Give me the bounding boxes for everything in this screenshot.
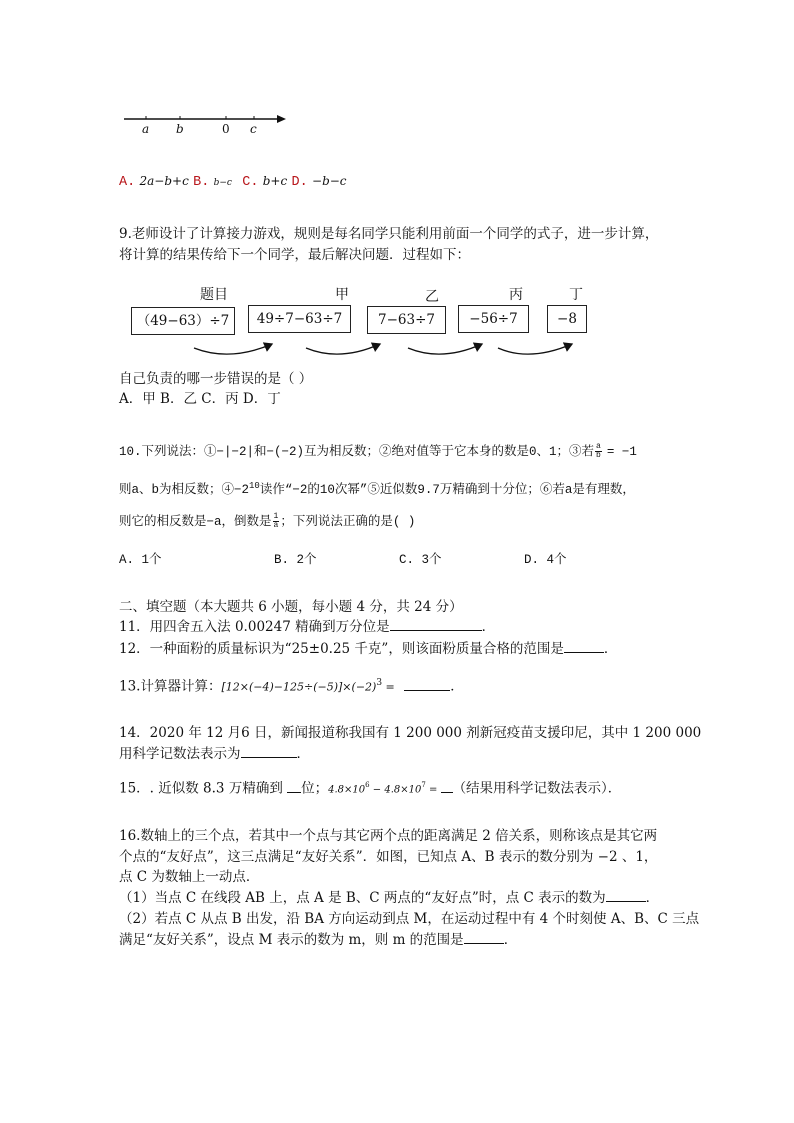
q9-line-2: 将计算的结果传给下一个同学，最后解决问题．过程如下： bbox=[119, 247, 470, 263]
q10-option-a: A. 1个 bbox=[119, 553, 162, 567]
q13-exponent: 3 bbox=[376, 678, 383, 688]
q10-line-2 bbox=[119, 477, 635, 499]
q16-line-1: 16.数轴上的三个点，若其中一个点与其它两个点的距离满足 2 倍关系，则称该点是其它两 bbox=[119, 828, 658, 844]
q16-line-2: 个点的“友好点”，这三点满足“友好关系”．如图，已知点 A、B 表示的数分别为 −2 、1， bbox=[119, 849, 658, 865]
q10-frac-num: a bbox=[596, 442, 601, 452]
q12-answer-blank[interactable] bbox=[564, 640, 604, 653]
q16-part-2-end: ． bbox=[503, 932, 518, 948]
q15-expression-a: 4.8×10 bbox=[328, 784, 366, 796]
q8-option-a: 2a−b+c bbox=[139, 174, 189, 188]
q10-fraction-a-over-b bbox=[595, 443, 602, 460]
q8-option-b-key: B. bbox=[193, 175, 210, 190]
q10-line-1-text: 10.下列说法：①−|−2|和−(−2)互为相反数；②绝对值等于它本身的数是0、1；③若 bbox=[119, 445, 595, 459]
q16-line-3: 点 C 为数轴上一动点． bbox=[119, 869, 260, 885]
q9-arrow-2 bbox=[306, 344, 380, 354]
numberline-label-b: b bbox=[176, 122, 184, 136]
q15-text-c: （结果用科学记数法表示）． bbox=[452, 780, 622, 797]
q13 bbox=[119, 674, 464, 697]
q8-option-a-key: A. bbox=[119, 175, 136, 190]
q8-option-d-key: D. bbox=[291, 175, 308, 190]
q13-end: ． bbox=[450, 678, 464, 695]
q15-answer-blank-2[interactable] bbox=[441, 780, 453, 793]
q15-equals: = bbox=[425, 784, 441, 796]
q14-answer-blank[interactable] bbox=[241, 745, 297, 758]
q8-options bbox=[119, 172, 347, 192]
numberline-label-zero: 0 bbox=[222, 122, 230, 136]
q10-line-2-end: 读作“−2的10次幂”⑤近似数9.7万精确到十分位；⑥若a是有理数， bbox=[259, 483, 635, 498]
q9-question: 自己负责的哪一步错误的是（ ） bbox=[119, 371, 313, 387]
q15 bbox=[119, 776, 621, 800]
q9-box-title: （49−63）÷7 bbox=[131, 307, 235, 335]
q16-part-2-line-1: （2）若点 C 从点 B 出发，沿 BA 方向运动到点 M，在运动过程中有 4 个时刻使 A、B、C 三点 bbox=[119, 911, 700, 927]
q15-text-b: 位； bbox=[301, 780, 329, 797]
q10-line-1-end: = −1 bbox=[606, 445, 637, 459]
q8-option-b: b−c bbox=[213, 178, 232, 188]
numberline-label-c: c bbox=[250, 122, 257, 136]
q10-line-1 bbox=[119, 443, 637, 461]
q15-answer-blank-1[interactable] bbox=[287, 780, 301, 793]
q9-label-bing: 丙 bbox=[509, 287, 523, 303]
q16-part-2-answer-blank[interactable] bbox=[464, 931, 504, 944]
q11 bbox=[119, 618, 495, 636]
q14-line-1: 14．2020 年 12 月6 日，新闻报道称我国有 1 200 000 剂新冠疫苗支援印尼，其中 1 200 000 bbox=[119, 725, 702, 741]
q15-exponent-2: 7 bbox=[421, 781, 426, 789]
q10-exponent: 10 bbox=[249, 481, 260, 491]
q9-box-bing: −56÷7 bbox=[458, 305, 529, 333]
q9-label-ding: 丁 bbox=[569, 287, 583, 303]
q8-option-c: b+c bbox=[262, 174, 288, 188]
q16-part-1 bbox=[119, 889, 659, 907]
q12 bbox=[119, 640, 617, 658]
q9-box-ding: −8 bbox=[547, 305, 587, 333]
section-2-heading: 二、填空题（本大题共 6 小题，每小题 4 分，共 24 分） bbox=[119, 599, 463, 615]
q10-frac2-num: 1 bbox=[273, 512, 279, 522]
q11-end: ． bbox=[481, 619, 496, 635]
q16-part-1-answer-blank[interactable] bbox=[606, 889, 646, 902]
q9-arrow-1 bbox=[194, 344, 272, 354]
q14-end: ． bbox=[296, 746, 310, 762]
q10-option-d: D. 4个 bbox=[524, 553, 567, 567]
q9-label-title: 题目 bbox=[200, 287, 228, 303]
q13-answer-blank[interactable] bbox=[404, 678, 450, 691]
q16-part-2-text: 满足“友好关系”，设点 M 表示的数为 m，则 m 的范围是 bbox=[119, 932, 464, 948]
q10-option-c: C. 3个 bbox=[399, 553, 442, 567]
q14-text: 用科学记数法表示为 bbox=[119, 746, 241, 762]
q11-text: 11．用四舍五入法 0.00247 精确到万分位是 bbox=[119, 619, 390, 635]
q9-arrow-4 bbox=[498, 344, 572, 354]
q13-text: 13.计算器计算： bbox=[119, 678, 222, 695]
q10-line-3 bbox=[119, 513, 415, 531]
q13-expression: [12×(−4)−125÷(−5)]×(−2) bbox=[221, 680, 377, 694]
q14-line-2 bbox=[119, 745, 310, 763]
q10-line-3-text: 则它的相反数是−a，倒数是 bbox=[119, 515, 272, 529]
q12-text: 12．一种面粉的质量标识为“25±0.25 千克”，则该面粉质量合格的范围是 bbox=[119, 641, 564, 657]
q9-arrow-3 bbox=[408, 344, 482, 354]
q8-option-c-key: C. bbox=[242, 175, 259, 190]
q9-label-yi: 乙 bbox=[425, 289, 439, 305]
q12-end: ． bbox=[603, 641, 618, 657]
q15-exponent-1: 6 bbox=[365, 781, 370, 789]
q16-part-1-text: （1）当点 C 在线段 AB 上，点 A 是 B、C 两点的“友好点”时，点 C 表示的数为 bbox=[119, 890, 606, 906]
q9-label-jia: 甲 bbox=[335, 287, 349, 303]
q8-option-d: −b−c bbox=[312, 174, 347, 188]
q10-line-3-end: ；下列说法正确的是( ) bbox=[280, 515, 416, 529]
q15-text-a: 15．. 近似数 8.3 万精确到 bbox=[119, 780, 288, 797]
q10-frac-den: b bbox=[596, 451, 601, 461]
q9-line-1: 9.老师设计了计算接力游戏，规则是每名同学只能利用前面一个同学的式子，进一步计算， bbox=[119, 226, 659, 242]
q9-box-jia: 49÷7−63÷7 bbox=[248, 305, 351, 333]
q15-expression-b: − 4.8×10 bbox=[369, 784, 422, 796]
q9-box-yi: 7−63÷7 bbox=[367, 306, 446, 334]
q16-part-1-end: ． bbox=[645, 890, 660, 906]
numberline-label-a: a bbox=[142, 122, 150, 136]
q9-options: A．甲 B．乙 C．丙 D．丁 bbox=[119, 391, 281, 407]
q11-answer-blank[interactable] bbox=[390, 618, 482, 631]
q10-option-b: B. 2个 bbox=[274, 553, 317, 567]
q13-equals: = bbox=[382, 680, 399, 694]
q10-line-2-text: 则a、b为相反数；④−2 bbox=[119, 483, 250, 498]
q10-fraction-1-over-a bbox=[273, 513, 280, 530]
q9-flow-arrows bbox=[180, 334, 600, 364]
q10-frac2-den: a bbox=[273, 521, 279, 531]
q16-part-2-line-2 bbox=[119, 931, 517, 949]
